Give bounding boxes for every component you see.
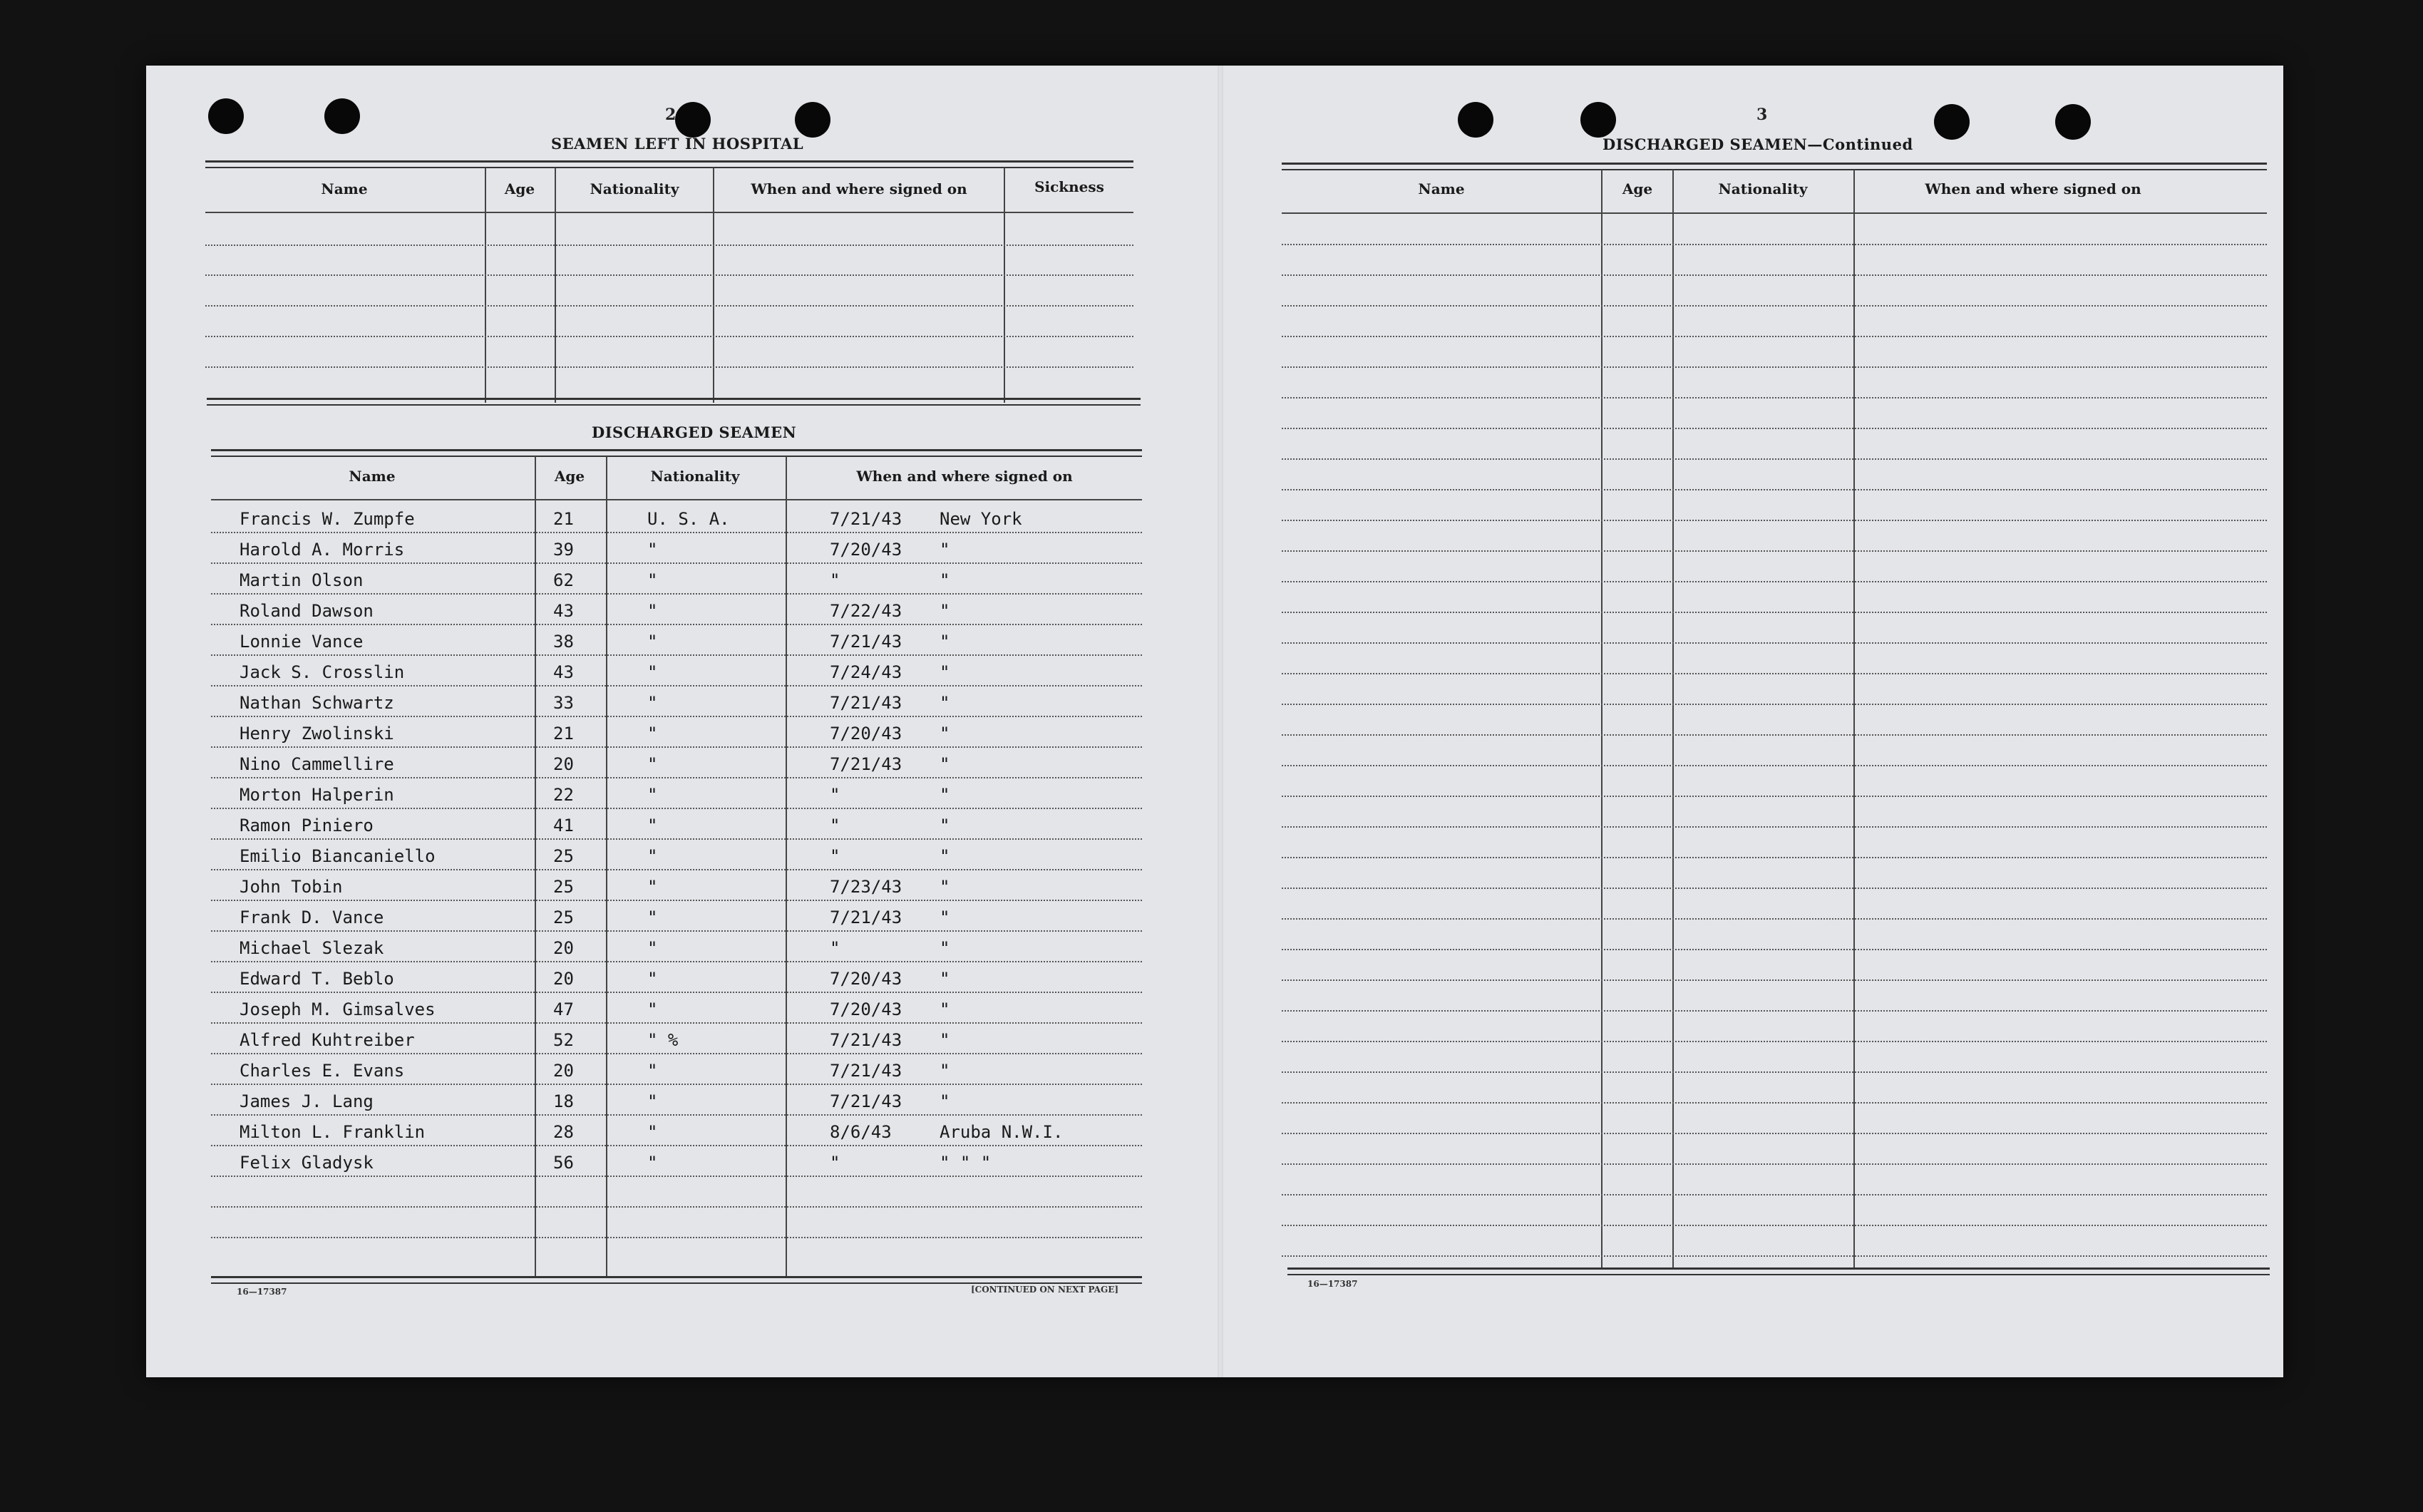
- discharged-age-cell: 28: [553, 1122, 574, 1142]
- discharged-row-line: [211, 1237, 1142, 1238]
- discharged-row-line: [211, 808, 1142, 809]
- discharged-date-cell: 7/23/43: [830, 877, 902, 897]
- right-row-line: [1282, 397, 2267, 398]
- discharged-date-cell: ": [830, 570, 840, 590]
- discharged-col-divider: [535, 456, 536, 1276]
- discharged-nationality-cell: ": [647, 999, 658, 1019]
- discharged-nationality-cell: ": [647, 540, 658, 560]
- discharged-name-cell: Nino Cammellire: [240, 754, 394, 774]
- right-row-line: [1282, 1102, 2267, 1104]
- discharged-name-cell: Francis W. Zumpfe: [240, 509, 415, 529]
- discharged-age-cell: 38: [553, 632, 574, 652]
- discharged-place-cell: ": [940, 1061, 950, 1081]
- discharged-nationality-cell: ": [647, 1153, 658, 1173]
- hospital-row-line: [205, 274, 1133, 276]
- right-col-name: Name: [1418, 180, 1465, 197]
- discharged-age-cell: 20: [553, 754, 574, 774]
- discharged-name-cell: Ramon Piniero: [240, 816, 374, 835]
- right-row-line: [1282, 704, 2267, 705]
- hospital-row-line: [205, 305, 1133, 307]
- discharged-nationality-cell: ": [647, 662, 658, 682]
- discharged-place-cell: Aruba N.W.I.: [940, 1122, 1064, 1142]
- right-row-line: [1282, 642, 2267, 644]
- discharged-date-cell: 8/6/43: [830, 1122, 892, 1142]
- discharged-age-cell: 20: [553, 938, 574, 958]
- discharged-nationality-cell: ": [647, 724, 658, 744]
- discharged-date-cell: 7/20/43: [830, 540, 902, 560]
- discharged-row-line: [211, 562, 1142, 564]
- right-row-line: [1282, 826, 2267, 828]
- discharged-age-cell: 25: [553, 846, 574, 866]
- discharged-date-cell: 7/21/43: [830, 509, 902, 529]
- discharged-age-cell: 43: [553, 662, 574, 682]
- right-row-line: [1282, 366, 2267, 368]
- discharged-row-line: [211, 1084, 1142, 1085]
- hospital-col-age: Age: [504, 180, 535, 197]
- discharged-row-line: [211, 593, 1142, 595]
- discharged-place-cell: ": [940, 570, 950, 590]
- right-row-line: [1282, 979, 2267, 981]
- right-row-line: [1282, 765, 2267, 766]
- discharged-row-line: [211, 654, 1142, 656]
- right-bottom-rule: [1287, 1267, 2270, 1275]
- right-row-line: [1282, 1133, 2267, 1134]
- discharged-place-cell: ": [940, 662, 950, 682]
- discharged-place-cell: ": [940, 1091, 950, 1111]
- discharged-date-cell: 7/21/43: [830, 632, 902, 652]
- discharged-age-cell: 20: [553, 1061, 574, 1081]
- discharged-nationality-cell: ": [647, 754, 658, 774]
- right-row-line: [1282, 1255, 2267, 1257]
- right-row-line: [1282, 489, 2267, 490]
- discharged-date-cell: 7/20/43: [830, 969, 902, 989]
- right-row-line: [1282, 581, 2267, 582]
- right-row-line: [1282, 673, 2267, 674]
- right-row-line: [1282, 1041, 2267, 1042]
- right-header-rule: [1282, 212, 2267, 214]
- discharged-nationality-cell: ": [647, 570, 658, 590]
- discharged-nationality-cell: ": [647, 1122, 658, 1142]
- discharged-place-cell: ": [940, 632, 950, 652]
- discharged-place-cell: ": [940, 693, 950, 713]
- discharged-place-cell: ": [940, 816, 950, 835]
- discharged-row-line: [211, 777, 1142, 778]
- discharged-age-cell: 18: [553, 1091, 574, 1111]
- discharged-age-cell: 21: [553, 509, 574, 529]
- discharged-date-cell: 7/20/43: [830, 724, 902, 744]
- discharged-row-line: [211, 1206, 1142, 1208]
- discharged-row-line: [211, 961, 1142, 962]
- discharged-name-cell: Alfred Kuhtreiber: [240, 1030, 415, 1050]
- discharged-name-cell: Felix Gladysk: [240, 1153, 374, 1173]
- page-number: 2: [665, 106, 677, 124]
- discharged-col-age: Age: [554, 468, 585, 485]
- discharged-bottom-rule: [211, 1276, 1142, 1284]
- discharged-name-cell: Henry Zwolinski: [240, 724, 394, 744]
- discharged-nationality-cell: U. S. A.: [647, 509, 730, 529]
- discharged-age-cell: 43: [553, 601, 574, 621]
- discharged-place-cell: ": [940, 877, 950, 897]
- hospital-row-line: [205, 366, 1133, 368]
- discharged-age-cell: 20: [553, 969, 574, 989]
- discharged-place-cell: ": [940, 969, 950, 989]
- discharged-age-cell: 39: [553, 540, 574, 560]
- discharged-col-signed-on: When and where signed on: [856, 468, 1073, 485]
- discharged-age-cell: 62: [553, 570, 574, 590]
- discharged-nationality-cell: ": [647, 969, 658, 989]
- discharged-nationality-cell: ": [647, 693, 658, 713]
- discharged-age-cell: 52: [553, 1030, 574, 1050]
- form-number: 16—17387: [1307, 1279, 1358, 1289]
- right-row-line: [1282, 305, 2267, 307]
- discharged-row-line: [211, 1114, 1142, 1116]
- right-row-line: [1282, 857, 2267, 858]
- hospital-col-signed-on: When and where signed on: [751, 180, 967, 197]
- discharged-age-cell: 25: [553, 877, 574, 897]
- discharged-age-cell: 56: [553, 1153, 574, 1173]
- discharged-nationality-cell: ": [647, 907, 658, 927]
- discharged-place-cell: ": [940, 999, 950, 1019]
- discharged-name-cell: Frank D. Vance: [240, 907, 384, 927]
- discharged-row-line: [211, 685, 1142, 686]
- hospital-col-nationality: Nationality: [590, 180, 679, 197]
- right-row-line: [1282, 796, 2267, 797]
- right-row-line: [1282, 734, 2267, 736]
- discharged-name-cell: Morton Halperin: [240, 785, 394, 805]
- discharged-age-cell: 41: [553, 816, 574, 835]
- right-col-signed-on: When and where signed on: [1925, 180, 2141, 197]
- right-row-line: [1282, 274, 2267, 276]
- discharged-col-divider: [606, 456, 607, 1276]
- continued-note: [CONTINUED ON NEXT PAGE]: [971, 1285, 1119, 1295]
- right-page: [1223, 0, 2283, 1312]
- discharged-col-nationality: Nationality: [650, 468, 740, 485]
- discharged-nationality-cell: " %: [647, 1030, 679, 1050]
- right-row-line: [1282, 428, 2267, 429]
- discharged-row-line: [211, 624, 1142, 625]
- right-row-line: [1282, 1225, 2267, 1226]
- right-row-line: [1282, 888, 2267, 889]
- hospital-col-name: Name: [321, 180, 368, 197]
- discharged-date-cell: 7/21/43: [830, 907, 902, 927]
- right-row-line: [1282, 612, 2267, 613]
- discharged-name-cell: James J. Lang: [240, 1091, 374, 1111]
- discharged-title: DISCHARGED SEAMEN: [592, 423, 797, 441]
- discharged-nationality-cell: ": [647, 1091, 658, 1111]
- discharged-name-cell: Roland Dawson: [240, 601, 374, 621]
- discharged-date-cell: 7/20/43: [830, 999, 902, 1019]
- hospital-title: SEAMEN LEFT IN HOSPITAL: [551, 135, 804, 153]
- discharged-date-cell: ": [830, 938, 840, 958]
- discharged-date-cell: ": [830, 846, 840, 866]
- discharged-name-cell: Nathan Schwartz: [240, 693, 394, 713]
- discharged-continued-title: DISCHARGED SEAMEN—Continued: [1603, 135, 1913, 153]
- discharged-nationality-cell: ": [647, 846, 658, 866]
- discharged-name-cell: Joseph M. Gimsalves: [240, 999, 436, 1019]
- discharged-place-cell: ": [940, 754, 950, 774]
- right-row-line: [1282, 1071, 2267, 1073]
- discharged-col-divider: [786, 456, 787, 1276]
- discharged-name-cell: Harold A. Morris: [240, 540, 405, 560]
- discharged-date-cell: ": [830, 1153, 840, 1173]
- discharged-header-rule: [211, 499, 1142, 500]
- right-col-age: Age: [1622, 180, 1653, 197]
- hospital-bottom-rule: [207, 398, 1141, 406]
- discharged-row-line: [211, 716, 1142, 717]
- discharged-nationality-cell: ": [647, 632, 658, 652]
- discharged-name-cell: Emilio Biancaniello: [240, 846, 436, 866]
- hospital-col-sickness: Sickness: [1034, 178, 1104, 195]
- discharged-name-cell: Michael Slezak: [240, 938, 384, 958]
- discharged-place-cell: ": [940, 724, 950, 744]
- discharged-top-rule: [211, 449, 1142, 457]
- right-row-line: [1282, 520, 2267, 521]
- discharged-date-cell: 7/24/43: [830, 662, 902, 682]
- discharged-row-line: [211, 838, 1142, 840]
- discharged-date-cell: 7/21/43: [830, 1030, 902, 1050]
- right-row-line: [1282, 458, 2267, 460]
- discharged-place-cell: ": [940, 1030, 950, 1050]
- discharged-name-cell: Edward T. Beblo: [240, 969, 394, 989]
- discharged-row-line: [211, 869, 1142, 870]
- discharged-name-cell: John Tobin: [240, 877, 343, 897]
- discharged-name-cell: Charles E. Evans: [240, 1061, 405, 1081]
- discharged-row-line: [211, 1176, 1142, 1177]
- discharged-name-cell: Milton L. Franklin: [240, 1122, 426, 1142]
- page-number: 3: [1756, 106, 1768, 124]
- discharged-place-cell: ": [940, 938, 950, 958]
- right-row-line: [1282, 244, 2267, 245]
- right-row-line: [1282, 949, 2267, 950]
- discharged-nationality-cell: ": [647, 785, 658, 805]
- discharged-nationality-cell: ": [647, 938, 658, 958]
- discharged-nationality-cell: ": [647, 1061, 658, 1081]
- hospital-header-rule: [205, 212, 1133, 213]
- discharged-row-line: [211, 532, 1142, 533]
- discharged-row-line: [211, 1022, 1142, 1024]
- discharged-row-line: [211, 992, 1142, 993]
- form-number: 16—17387: [237, 1287, 287, 1297]
- discharged-col-name: Name: [349, 468, 396, 485]
- right-col-nationality: Nationality: [1718, 180, 1808, 197]
- left-page: [0, 0, 1212, 1312]
- discharged-row-line: [211, 746, 1142, 748]
- discharged-nationality-cell: ": [647, 601, 658, 621]
- hospital-top-rule: [205, 160, 1133, 168]
- discharged-place-cell: " " ": [940, 1153, 992, 1173]
- right-top-rule: [1282, 163, 2267, 170]
- discharged-place-cell: New York: [940, 509, 1022, 529]
- discharged-name-cell: Jack S. Crosslin: [240, 662, 405, 682]
- discharged-date-cell: 7/21/43: [830, 1061, 902, 1081]
- discharged-place-cell: ": [940, 601, 950, 621]
- discharged-place-cell: ": [940, 846, 950, 866]
- discharged-date-cell: ": [830, 785, 840, 805]
- discharged-name-cell: Lonnie Vance: [240, 632, 364, 652]
- discharged-date-cell: 7/21/43: [830, 693, 902, 713]
- right-row-line: [1282, 1163, 2267, 1165]
- right-row-line: [1282, 550, 2267, 552]
- discharged-name-cell: Martin Olson: [240, 570, 364, 590]
- discharged-age-cell: 21: [553, 724, 574, 744]
- hospital-row-line: [205, 336, 1133, 337]
- discharged-place-cell: ": [940, 785, 950, 805]
- right-row-line: [1282, 1010, 2267, 1012]
- discharged-row-line: [211, 1145, 1142, 1146]
- discharged-date-cell: 7/21/43: [830, 1091, 902, 1111]
- discharged-row-line: [211, 1053, 1142, 1054]
- discharged-place-cell: ": [940, 907, 950, 927]
- discharged-age-cell: 33: [553, 693, 574, 713]
- discharged-date-cell: 7/22/43: [830, 601, 902, 621]
- discharged-date-cell: ": [830, 816, 840, 835]
- discharged-place-cell: ": [940, 540, 950, 560]
- right-row-line: [1282, 1194, 2267, 1195]
- discharged-nationality-cell: ": [647, 816, 658, 835]
- right-row-line: [1282, 336, 2267, 337]
- discharged-row-line: [211, 900, 1142, 901]
- discharged-row-line: [211, 930, 1142, 932]
- discharged-date-cell: 7/21/43: [830, 754, 902, 774]
- right-row-line: [1282, 918, 2267, 920]
- discharged-age-cell: 25: [553, 907, 574, 927]
- discharged-nationality-cell: ": [647, 877, 658, 897]
- hospital-row-line: [205, 245, 1133, 246]
- discharged-age-cell: 47: [553, 999, 574, 1019]
- page-fold: [1218, 66, 1223, 1377]
- discharged-age-cell: 22: [553, 785, 574, 805]
